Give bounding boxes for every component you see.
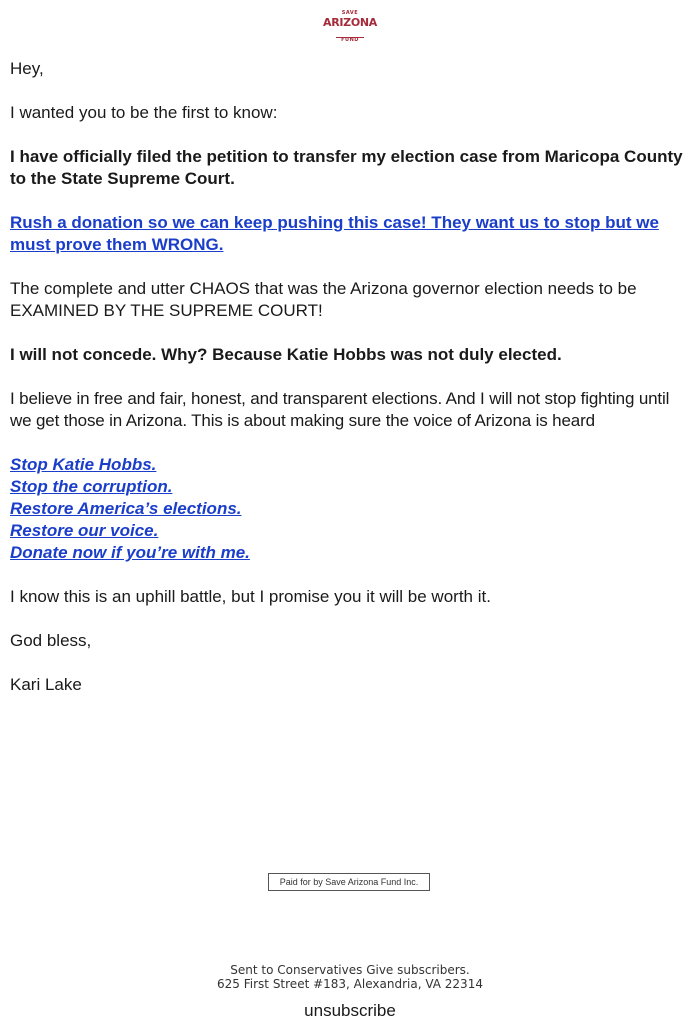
email-body bbox=[10, 58, 690, 718]
chaos-text: The complete and utter CHAOS that was the Arizona governor election needs to be EXAMINED BY THE SUPREME COURT! bbox=[10, 279, 637, 320]
logo-arizona-text: ARIZONA bbox=[322, 16, 378, 29]
uphill-text: I know this is an uphill battle, but I promise you it will be worth it. bbox=[10, 587, 491, 606]
greeting: Hey, bbox=[10, 59, 44, 78]
stop-katie-hobbs-link[interactable]: Stop Katie Hobbs. bbox=[10, 455, 157, 474]
restore-elections-link[interactable]: Restore America’s elections. bbox=[10, 499, 242, 518]
concede-text: I will not concede. Why? Because Katie Hobbs was not duly elected. bbox=[10, 345, 562, 364]
belief-text: I believe in free and fair, honest, and transparent elections. And I will not stop fighting until we get those in Arizona. This is about making sure the voice of Arizona is heard bbox=[10, 389, 670, 430]
intro-text: I wanted you to be the first to know: bbox=[10, 103, 278, 122]
unsubscribe-link[interactable]: unsubscribe bbox=[304, 1001, 396, 1020]
footer-address-line: 625 First Street #183, Alexandria, VA 22314 bbox=[217, 977, 483, 991]
restore-voice-link[interactable]: Restore our voice. bbox=[10, 521, 159, 540]
signature-text: Kari Lake bbox=[10, 675, 82, 694]
logo-fund-text: FUND bbox=[336, 37, 364, 43]
donate-now-link[interactable]: Donate now if you’re with me. bbox=[10, 543, 250, 562]
stop-corruption-link[interactable]: Stop the corruption. bbox=[10, 477, 173, 496]
save-arizona-fund-logo bbox=[0, 11, 700, 44]
signoff-text: God bless, bbox=[10, 631, 92, 650]
footer-subscribers-line: Sent to Conservatives Give subscribers. bbox=[230, 963, 470, 977]
paid-for-disclaimer: Paid for by Save Arizona Fund Inc. bbox=[268, 873, 430, 891]
email-footer bbox=[0, 963, 700, 991]
announcement-text: I have officially filed the petition to transfer my election case from Maricopa County to the State Supreme Court. bbox=[10, 147, 683, 188]
donate-case-link[interactable]: Rush a donation so we can keep pushing this case! They want us to stop but we must prove them WRONG. bbox=[10, 213, 659, 254]
logo-save-text: SAVE bbox=[341, 10, 359, 16]
action-links bbox=[10, 454, 690, 564]
